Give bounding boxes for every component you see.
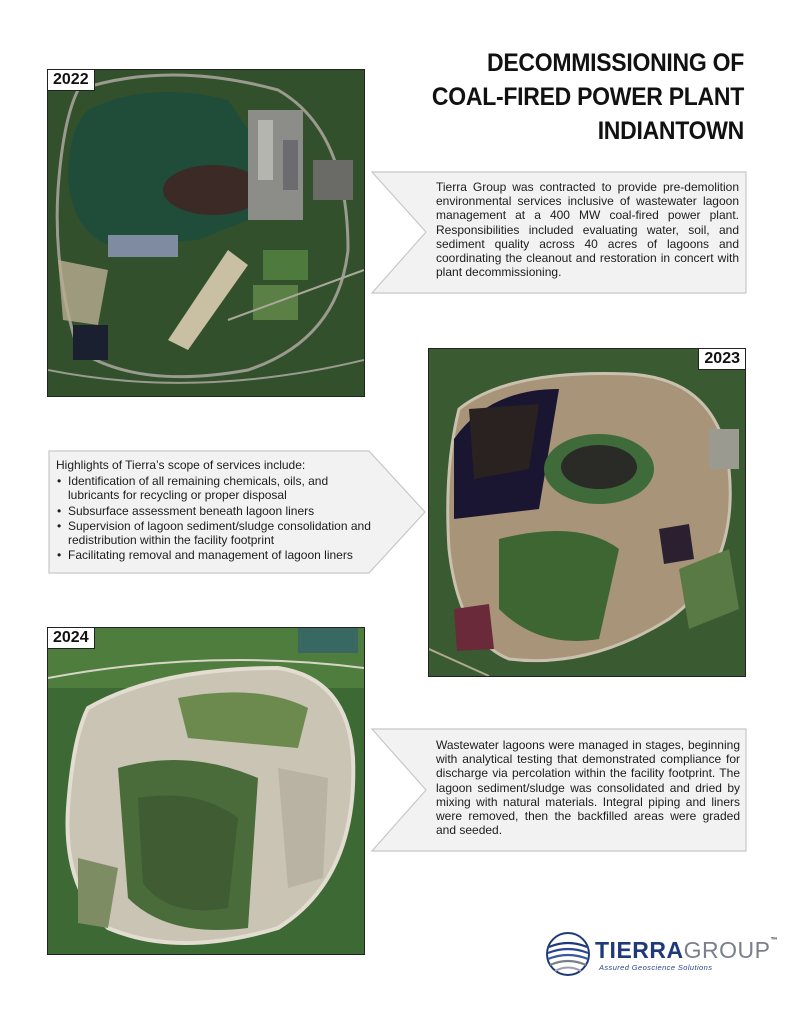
aerial-image-2024 xyxy=(48,628,364,954)
outcome-callout xyxy=(370,727,748,853)
title-line-1: DECOMMISSIONING OF xyxy=(487,49,744,77)
aerial-photo-2024 xyxy=(47,627,365,955)
highlights-list xyxy=(56,474,376,562)
year-label-2023: 2023 xyxy=(698,348,746,370)
highlights-heading: Highlights of Tierra’s scope of services include: xyxy=(56,458,306,472)
aerial-image-2022 xyxy=(48,70,364,396)
tierra-group-logo xyxy=(545,929,778,981)
aerial-photo-2022 xyxy=(47,69,365,397)
title-line-2: COAL-FIRED POWER PLANT xyxy=(431,83,744,111)
year-label-2022: 2022 xyxy=(47,69,95,91)
highlights-text xyxy=(56,458,376,563)
intro-callout xyxy=(370,170,748,295)
outcome-text: Wastewater lagoons were managed in stages, beginning with analytical testing that demonstrated compliance for discharge via percolation within the facility footprint. The lagoon sediment/sludge was consolidated and dried by mixing with natural materials. Integral piping and liners were removed, then the backfilled areas were graded and seeded. xyxy=(436,738,740,838)
logo-wordmark xyxy=(595,937,778,964)
list-item: • Subsurface assessment beneath lagoon liners xyxy=(56,504,376,518)
globe-logo-icon xyxy=(545,931,591,977)
logo-name-light: GROUP xyxy=(683,937,771,963)
list-item: • Identification of all remaining chemicals, oils, and lubricants for recycling or proper disposal xyxy=(56,474,376,502)
logo-tagline: Assured Geoscience Solutions xyxy=(599,963,713,972)
highlights-callout xyxy=(47,449,427,575)
aerial-photo-2023 xyxy=(428,348,746,677)
list-item: • Facilitating removal and management of lagoon liners xyxy=(56,548,376,562)
intro-text: Tierra Group was contracted to provide pre-demolition environmental services inclusive of wastewater lagoon management at a 400 MW coal-fired power plant. Responsibilities included evaluating water, soil, and sediment quality across 40 acres of lagoons and coordinating the cleanout and restoration in concert with plant decommissioning. xyxy=(436,180,739,280)
aerial-image-2023 xyxy=(429,349,745,676)
page-title xyxy=(413,46,744,148)
logo-trademark: ™ xyxy=(770,937,778,944)
title-line-3: INDIANTOWN xyxy=(597,117,744,145)
logo-name-bold: TIERRA xyxy=(595,937,684,963)
year-label-2024: 2024 xyxy=(47,627,95,649)
list-item: • Supervision of lagoon sediment/sludge consolidation and redistribution within the facility footprint xyxy=(56,519,376,547)
